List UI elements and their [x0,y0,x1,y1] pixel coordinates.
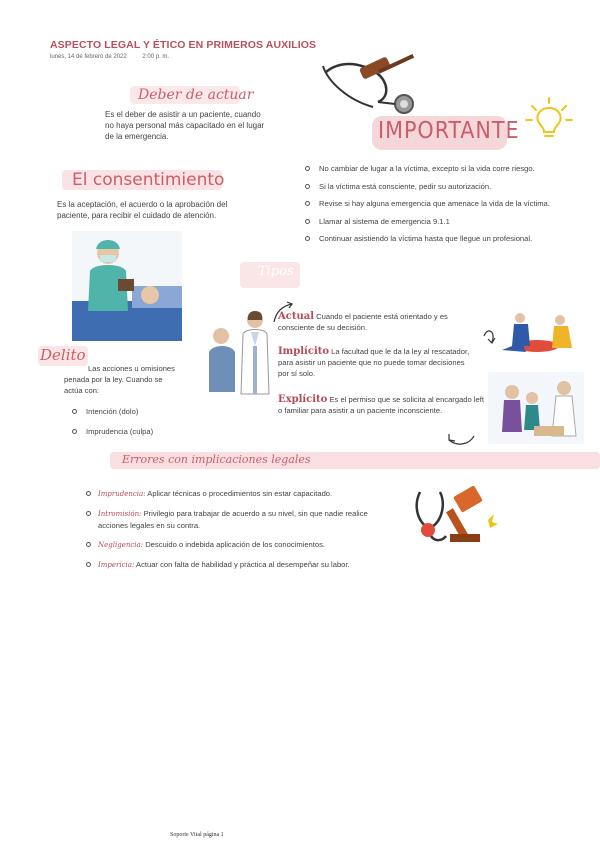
list-item [86,559,406,571]
tipo-term: Actual [278,311,315,322]
consentimiento-line: paciente, para recibir el cuidado de atención. [57,211,217,220]
list-item: Imprudencia (culpa) [72,427,153,436]
tipo-text: La facultad que le da la ley al rescatador, [331,347,470,356]
error-term: Impericia: [98,561,135,569]
deber-line: de la emergencia. [105,132,169,141]
deber-line: no haya personal más capacitado en el lugar [105,121,265,130]
delito-heading: Delito [40,346,86,364]
errores-list [86,488,406,579]
tipo-term: Explícito [278,394,328,405]
page-footer: Soporte Vital página 1 [170,832,224,838]
list-item: Llamar al sistema de emergencia 9.1.1 [305,217,550,226]
error-term: Negligencia: [98,541,144,549]
tipo-text: consciente de su decisión. [278,323,368,332]
list-item: Si la víctima está consciente, pedir su autorización. [305,182,550,191]
tipos-heading: Tipos [258,264,294,279]
tipo-text: Cuando el paciente está orientado y es [316,312,448,321]
tipo-text: o familiar para asistir a un paciente inconsciente. [278,406,443,415]
page-date [50,54,183,60]
gavel-stethoscope-icon [410,484,502,548]
list-item: Continuar asistiendo la víctima hasta que llegue un profesional. [305,234,550,243]
doctor-patient-illustration [205,306,280,398]
list-item: Intención (dolo) [72,407,153,416]
error-text: acciones legales en su contra. [98,521,201,530]
consentimiento-line: Es la aceptación, el acuerdo o la aprobación del [57,200,228,209]
list-item: Revise si hay alguna emergencia que amenace la vida de la víctima. [305,199,550,208]
error-text: Descuido o indebida aplicación de los conocimientos. [145,540,326,549]
time-text: 2:00 p. m. [142,54,170,60]
list-item: No cambiar de lugar a la víctima, excepto si la vida corre riesgo. [305,164,550,173]
deber-line: Es el deber de asistir a un paciente, cuando [105,110,261,119]
error-term: Imprudencia: [98,490,146,498]
gavel-stethoscope-icon [318,52,423,117]
date-text: lunes, 14 de febrero de 2022 [50,54,127,60]
delito-line: penada por la ley. Cuando se [64,375,163,384]
rescuers-illustration [482,306,582,362]
deber-text [105,109,264,142]
error-text: Actuar con falta de habilidad y práctica al desempeñar su labor. [136,560,350,569]
tipo-actual [278,311,488,333]
delito-text [64,363,175,396]
delito-list [72,407,153,445]
tipo-implicito [278,346,498,379]
error-text: Aplicar técnicas o procedimientos sin estar capacitado. [147,489,333,498]
list-item [86,539,406,551]
consentimiento-heading: El consentimiento [72,170,225,190]
errores-heading: Errores con implicaciones legales [122,453,311,466]
consentimiento-text [57,199,227,221]
delito-line: actúa con: [64,386,100,395]
tipo-text: por sí solo. [278,369,316,378]
error-text: Privilegio para trabajar de acuerdo a su nivel, sin que nadie realice [143,509,368,518]
tipo-text: para asistir un paciente que no puede tomar decisiones [278,358,465,367]
page-title: ASPECTO LEGAL Y ÉTICO EN PRIMEROS AUXILIOS [50,39,317,51]
importante-list [305,164,550,252]
list-item [86,508,406,531]
deber-heading: Deber de actuar [138,87,254,103]
arrow-icon [446,430,476,450]
delito-line: Las acciones u omisiones [88,364,175,373]
nurse-patient-illustration [72,231,182,341]
importante-heading: IMPORTANTE [378,118,520,144]
list-item [86,488,406,500]
consultation-illustration [488,372,584,444]
tipo-term: Implícito [278,346,330,357]
tipo-explicito [278,394,498,416]
error-term: Intromisión: [98,510,142,518]
lightbulb-icon [524,96,574,140]
tipo-text: Es el permiso que se solicita al encargado left [329,395,484,404]
